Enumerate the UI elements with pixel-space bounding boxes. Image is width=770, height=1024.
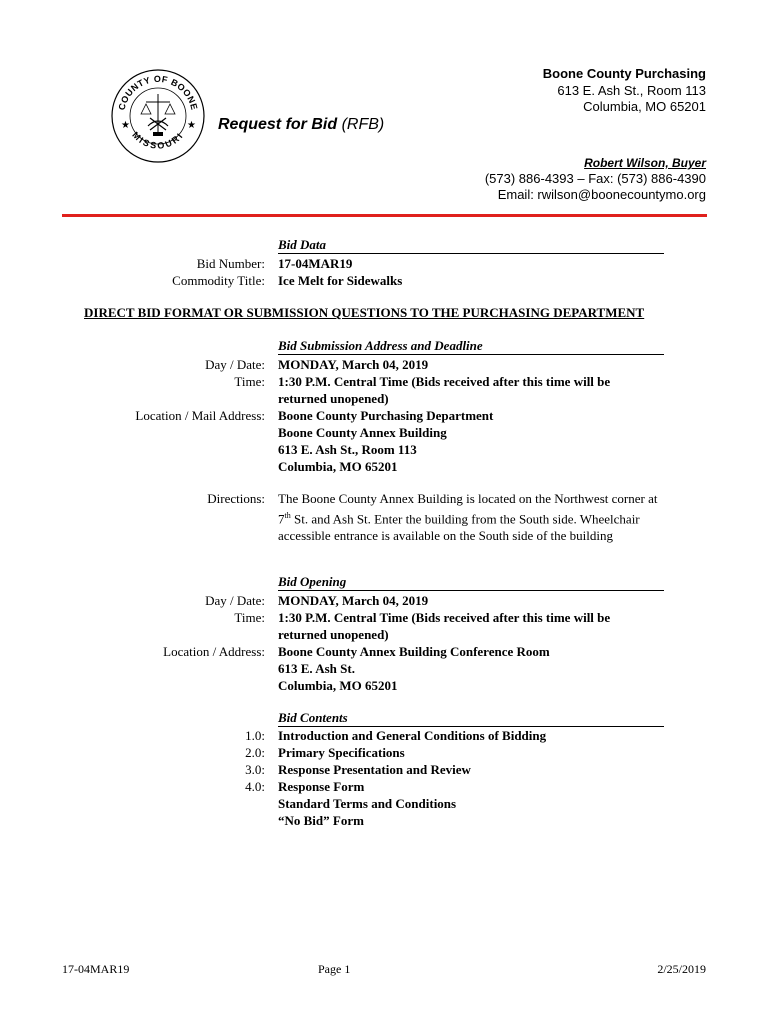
- submission-location-label: Location / Mail Address:: [135, 408, 265, 423]
- submission-time-line2: returned unopened): [278, 391, 389, 406]
- submission-location-line3: 613 E. Ash St., Room 113: [278, 442, 417, 457]
- opening-time-line1: 1:30 P.M. Central Time (Bids received after this time will be: [278, 610, 611, 625]
- document-title: [218, 116, 384, 134]
- direct-questions-heading: DIRECT BID FORMAT OR SUBMISSION QUESTIONS TO THE PURCHASING DEPARTMENT: [84, 305, 645, 320]
- opening-location-line2: 613 E. Ash St.: [278, 661, 355, 676]
- county-seal: [110, 68, 206, 164]
- contents-item-number: 1.0:: [245, 728, 265, 743]
- bid-data-heading: Bid Data: [278, 237, 664, 254]
- bid-number-label: Bid Number:: [196, 256, 265, 271]
- org-address-line1: 613 E. Ash St., Room 113: [557, 83, 706, 98]
- directions-part2: St. and Ash St. Enter the building from the South side. Wheelchair accessible entrance is available on the South side of the building: [278, 511, 640, 544]
- seal-bottom-text: MISSOURI: [130, 129, 186, 151]
- buyer-name: Robert Wilson, Buyer: [584, 156, 706, 170]
- submission-location-line1: Boone County Purchasing Department: [278, 408, 494, 423]
- directions-superscript: th: [284, 511, 291, 520]
- contents-item-title: “No Bid” Form: [278, 813, 364, 828]
- directions-label: Directions:: [207, 491, 265, 506]
- svg-text:★: ★: [121, 120, 130, 131]
- submission-heading: Bid Submission Address and Deadline: [278, 338, 664, 355]
- opening-location-line1: Boone County Annex Building Conference Room: [278, 644, 550, 659]
- submission-day-label: Day / Date:: [205, 357, 265, 372]
- submission-location-line4: Columbia, MO 65201: [278, 459, 398, 474]
- opening-time-line2: returned unopened): [278, 627, 389, 642]
- directions-text: [278, 490, 663, 544]
- phone-fax: (573) 886-4393 – Fax: (573) 886-4390: [484, 171, 706, 186]
- contents-item-number: 4.0:: [245, 779, 265, 794]
- header-divider: [62, 214, 707, 217]
- email-address: Email: rwilson@boonecountymo.org: [497, 187, 706, 202]
- title-main: Request for Bid: [218, 116, 338, 133]
- submission-time-line1: 1:30 P.M. Central Time (Bids received after this time will be: [278, 374, 611, 389]
- submission-time-label: Time:: [234, 374, 265, 389]
- org-name: Boone County Purchasing: [542, 66, 706, 81]
- contents-item-title: Standard Terms and Conditions: [278, 796, 457, 811]
- footer-page-number: Page 1: [318, 962, 351, 976]
- contents-item-title: Response Form: [278, 779, 365, 794]
- org-address-line2: Columbia, MO 65201: [583, 99, 706, 114]
- footer-date: 2/25/2019: [657, 962, 706, 976]
- contents-item-title: Response Presentation and Review: [278, 762, 471, 777]
- contents-item-title: Primary Specifications: [278, 745, 405, 760]
- contents-heading: Bid Contents: [278, 710, 664, 727]
- seal-top-text: COUNTY OF BOONE: [116, 73, 200, 112]
- title-suffix: (RFB): [337, 116, 385, 133]
- footer-bid-number: 17-04MAR19: [62, 962, 130, 976]
- commodity-label: Commodity Title:: [172, 273, 265, 288]
- opening-day-label: Day / Date:: [205, 593, 265, 608]
- opening-day: MONDAY, March 04, 2019: [278, 593, 429, 608]
- contents-item-number: 2.0:: [245, 745, 265, 760]
- directions-part1: The Boone County Annex Building is located on the Northwest corner at 7: [278, 491, 658, 527]
- submission-day: MONDAY, March 04, 2019: [278, 357, 429, 372]
- contents-item-number: 3.0:: [245, 762, 265, 777]
- submission-location-line2: Boone County Annex Building: [278, 425, 447, 440]
- opening-location-line3: Columbia, MO 65201: [278, 678, 398, 693]
- commodity-title: Ice Melt for Sidewalks: [278, 273, 403, 288]
- opening-location-label: Location / Address:: [163, 644, 265, 659]
- opening-heading: Bid Opening: [278, 574, 664, 591]
- svg-text:★: ★: [187, 120, 196, 131]
- bid-number: 17-04MAR19: [278, 256, 353, 271]
- contents-item-title: Introduction and General Conditions of Bidding: [278, 728, 547, 743]
- opening-time-label: Time:: [234, 610, 265, 625]
